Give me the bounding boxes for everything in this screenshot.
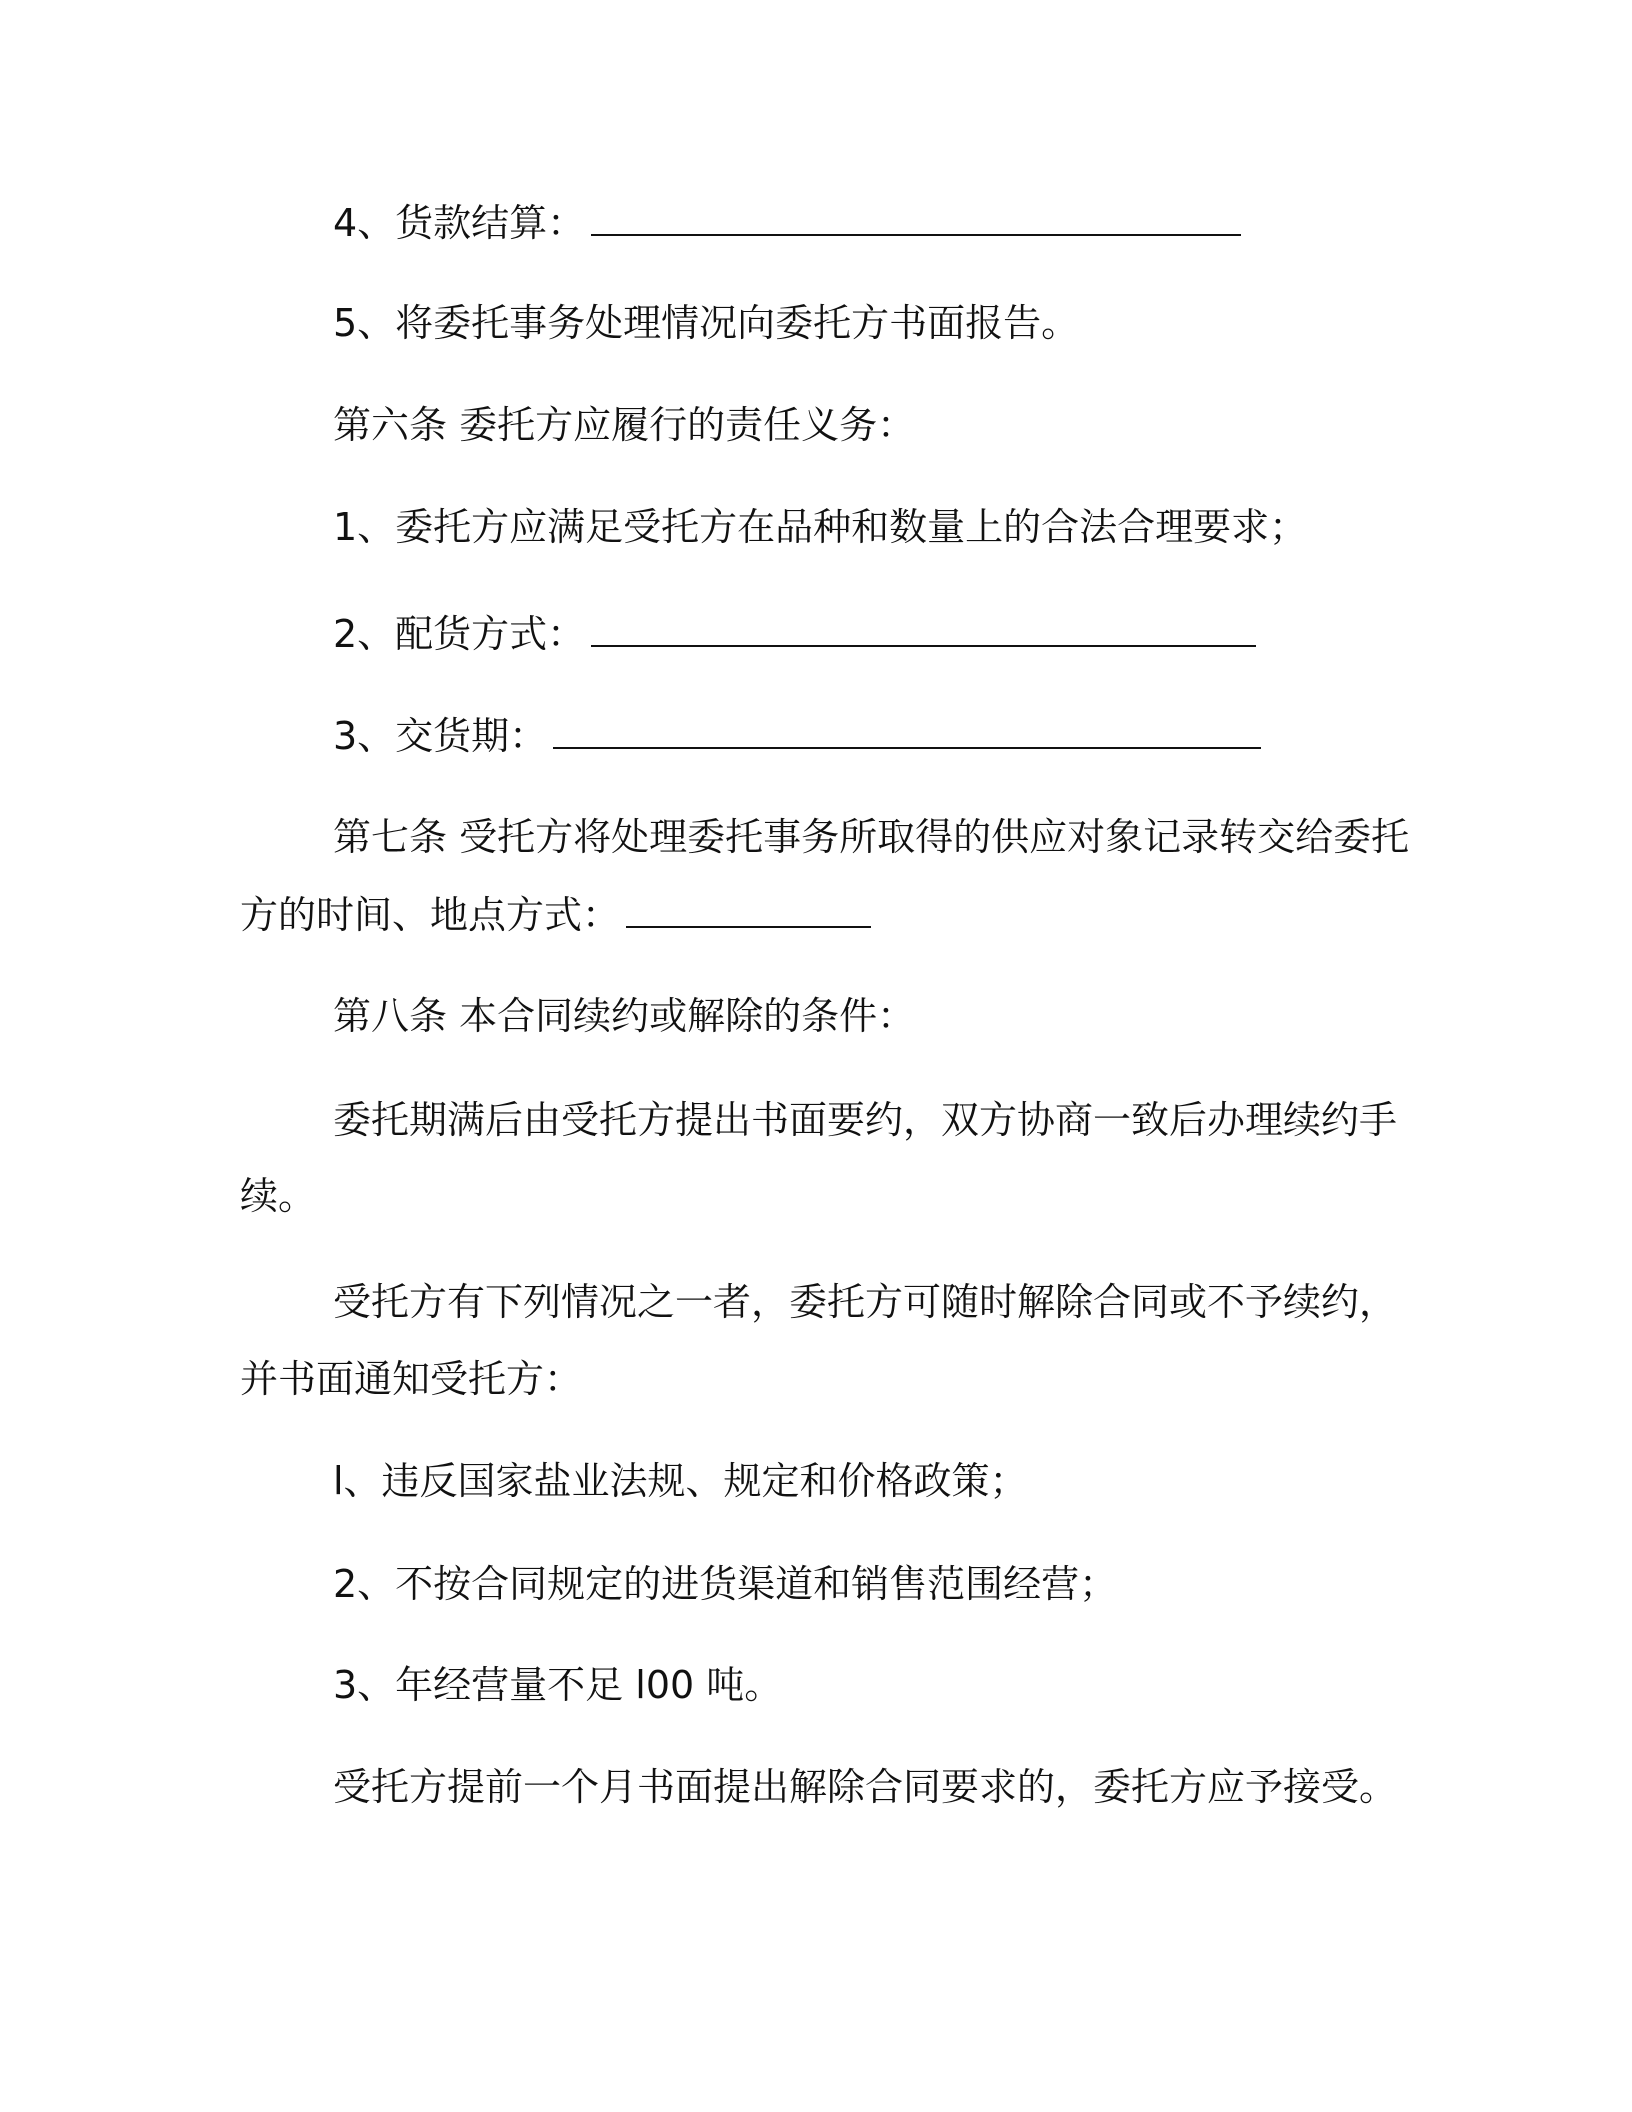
article-7-line-1: 第七条 受托方将处理委托事务所取得的供应对象记录转交给委托 (333, 815, 1410, 859)
article-6-item-3-line (333, 696, 1261, 776)
handover-time-place-blank[interactable] (626, 890, 871, 928)
article-6-item-2-line (333, 594, 1256, 674)
renewal-line-2: 续。 (240, 1174, 317, 1218)
article-6-item-3-text: 3、交货期： (333, 714, 548, 758)
delivery-method-blank[interactable] (591, 609, 1256, 647)
article-6-item-1: 1、委托方应满足受托方在品种和数量上的合法合理要求； (333, 505, 1308, 549)
condition-1: l、违反国家盐业法规、规定和价格政策； (333, 1459, 1028, 1503)
article-7-line-2 (240, 875, 871, 955)
termination-line-1: 受托方有下列情况之一者，委托方可随时解除合同或不予续约， (333, 1280, 1398, 1324)
condition-2: 2、不按合同规定的进货渠道和销售范围经营； (333, 1562, 1118, 1606)
termination-line-2: 并书面通知受托方： (240, 1357, 583, 1401)
payment-settlement-blank[interactable] (591, 198, 1241, 236)
article-7-line-2-text: 方的时间、地点方式： (240, 893, 621, 937)
article-8-heading: 第八条 本合同续约或解除的条件： (333, 994, 916, 1038)
item-4-line (333, 183, 1241, 263)
article-6-item-2-text: 2、配货方式： (333, 612, 586, 656)
condition-3: 3、年经营量不足 l00 吨。 (333, 1663, 783, 1707)
item-5-line: 5、将委托事务处理情况向委托方书面报告。 (333, 301, 1080, 345)
early-termination-line: 受托方提前一个月书面提出解除合同要求的，委托方应予接受。 (333, 1765, 1398, 1809)
item-4-text: 4、货款结算： (333, 201, 586, 245)
renewal-line-1: 委托期满后由受托方提出书面要约，双方协商一致后办理续约手 (333, 1098, 1398, 1142)
delivery-date-blank[interactable] (553, 711, 1261, 749)
article-6-heading: 第六条 委托方应履行的责任义务： (333, 403, 916, 447)
